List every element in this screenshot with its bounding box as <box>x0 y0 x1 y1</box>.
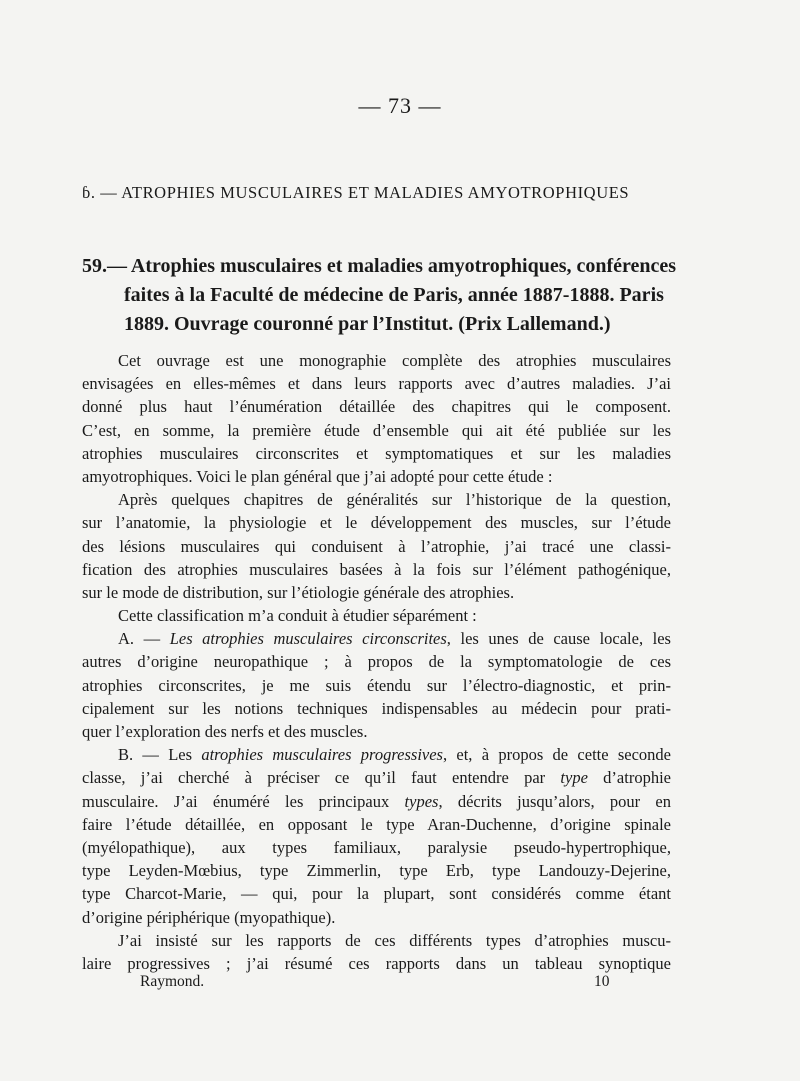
text-line: sur le mode de distribution, sur l’étiologie générale des atrophies. <box>82 582 515 602</box>
text-line: laire progressives ; j’ai résumé ces rapports dans un tableau synoptique <box>82 953 671 973</box>
italic-text: type <box>560 768 588 788</box>
body-text <box>82 349 671 975</box>
text-line <box>82 766 671 789</box>
text-line: type Leyden-Mœbius, type Zimmerlin, type Erb, type Landouzy-Dejerine, <box>82 861 671 881</box>
text-run: classe, j’ai cherché à préciser ce qu’il faut entendre par <box>82 768 561 788</box>
text-line: Après quelques chapitres de généralités sur l’historique de la question, <box>118 490 671 510</box>
text-line: (myélopathique), aux types familiaux, paralysie pseudo-hypertrophique, <box>82 837 671 857</box>
text-line: sur l’anatomie, la physiologie et le développement des muscles, sur l’étude <box>82 513 671 533</box>
text-line: des lésions musculaires qui conduisent à l’atrophie, j’ai tracé une classi- <box>82 536 671 556</box>
entry-title-line: faites à la Faculté de médecine de Paris, année 1887-1888. Paris <box>124 284 664 306</box>
text-line: Cette classification m’a conduit à étudier séparément : <box>118 606 477 626</box>
text-line <box>82 743 671 766</box>
footer-signature: Raymond. <box>140 973 205 990</box>
text-line: fication des atrophies musculaires basées à la fois sur l’élément pathogénique, <box>82 559 671 579</box>
text-line: envisagées en elles-mêmes et dans leurs rapports avec d’autres maladies. J’ai <box>82 374 671 394</box>
text-line: autres d’origine neuropathique ; à propos de la symptomatologie de ces <box>82 652 671 672</box>
text-line: J’ai insisté sur les rapports de ces différents types d’atrophies muscu- <box>118 930 671 950</box>
entry-title <box>82 252 682 339</box>
text-run: , les unes de cause locale, les <box>446 629 671 649</box>
text-line: quer l’exploration des nerfs et des muscles. <box>82 722 368 741</box>
page-number: — 73 — <box>358 93 442 118</box>
text-run: d’atrophie <box>587 768 671 788</box>
text-line <box>82 627 671 650</box>
section-heading: ɓ. — ATROPHIES MUSCULAIRES ET MALADIES AMYOTROPHIQUES <box>82 183 630 202</box>
entry-title-line: 1889. Ouvrage couronné par l’Institut. (Prix Lallemand.) <box>124 313 611 335</box>
text-line: atrophies musculaires circonscrites et symptomatiques et sur les maladies <box>82 443 671 463</box>
italic-text: types <box>404 791 439 811</box>
text-line: cipalement sur les notions techniques indispensables au médecin pour prati- <box>82 698 671 718</box>
text-line: d’origine périphérique (myopathique). <box>82 907 336 927</box>
text-run: musculaire. J’ai énuméré les principaux <box>82 791 405 811</box>
italic-text: atrophies musculaires progressives <box>201 745 443 765</box>
text-line: type Charcot-Marie, — qui, pour la plupart, sont considérés comme étant <box>82 884 671 904</box>
text-line: atrophies circonscrites, je me suis étendu sur l’électro-diagnostic, et prin- <box>82 675 671 695</box>
text-line: faire l’étude détaillée, en opposant le type Aran-Duchenne, d’origine spinale <box>82 814 671 834</box>
text-line: C’est, en somme, la première étude d’ensemble qui ait été publiée sur les <box>82 420 671 440</box>
text-line: donné plus haut l’énumération détaillée des chapitres qui le composent. <box>82 397 671 417</box>
text-line <box>82 790 671 813</box>
text-run: , décrits jusqu’alors, pour en <box>438 791 671 811</box>
italic-text: Les atrophies musculaires circonscrites <box>169 629 447 649</box>
text-run: B. — Les <box>118 745 202 765</box>
text-run: A. — <box>118 629 170 649</box>
text-run: , et, à propos de cette seconde <box>442 745 671 765</box>
sheet-number: 10 <box>594 973 610 990</box>
text-line: amyotrophiques. Voici le plan général que j’ai adopté pour cette étude : <box>82 466 553 486</box>
text-line: Cet ouvrage est une monographie complète des atrophies musculaires <box>118 351 671 370</box>
entry-title-line: 59.— Atrophies musculaires et maladies amyotrophiques, conférences <box>82 255 677 277</box>
